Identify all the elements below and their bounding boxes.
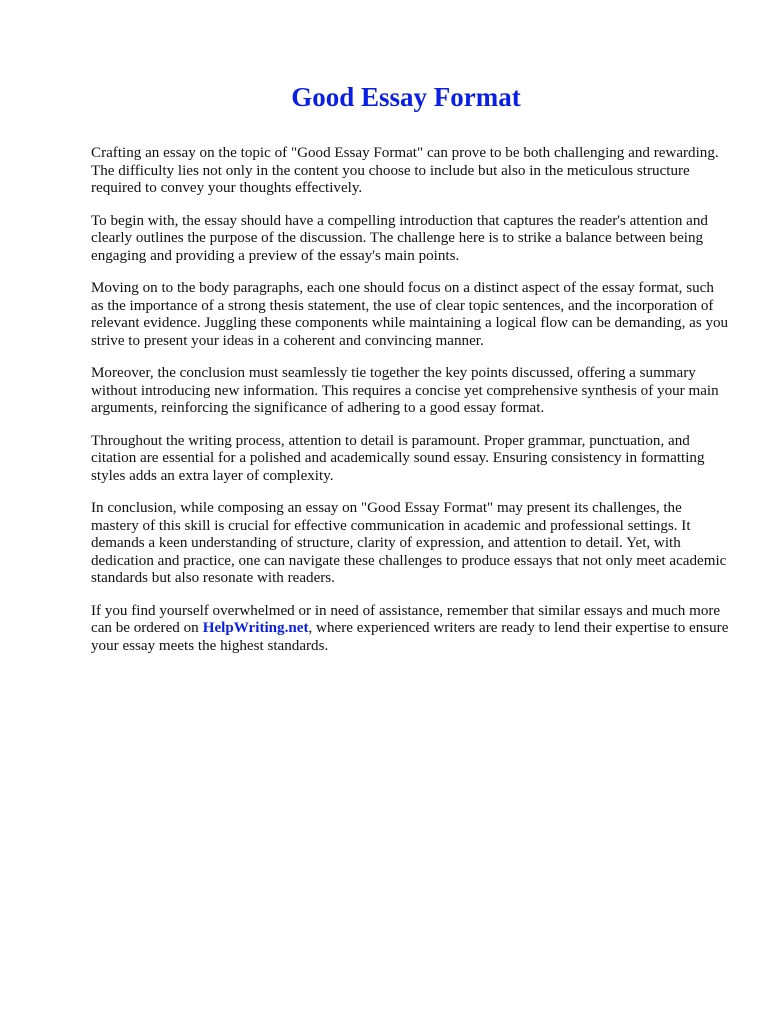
paragraph-2: To begin with, the essay should have a compelling introduction that captures the reader's attention and clearly outlines the purpose of the discussion. The challenge here is to strike a balance between being engaging and providing a preview of the essay's main points. [91, 212, 708, 264]
paragraph-7 [91, 603, 729, 656]
helpwriting-link[interactable]: HelpWriting.net [202, 620, 309, 636]
paragraph-6: In conclusion, while composing an essay on "Good Essay Format" may present its challenges, the mastery of this skill is crucial for effective communication in academic and professional settings. It demands a keen understanding of structure, clarity of expression, and attention to detail. Yet, with dedication and practice, one can navigate these challenges to produce essays that not only meet academic standards but also resonate with readers. [91, 500, 727, 586]
paragraph-1: Crafting an essay on the topic of "Good Essay Format" can prove to be both challenging and rewarding. The difficulty lies not only in the content you choose to include but also in the meticulous structure required to convey your thoughts effectively. [91, 145, 719, 196]
paragraph-3: Moving on to the body paragraphs, each one should focus on a distinct aspect of the essay format, such as the importance of a strong thesis statement, the use of clear topic sentences, and the incorporation of relevant evidence. Juggling these components while maintaining a logical flow can be demanding, as you strive to present your ideas in a coherent and convincing manner. [91, 280, 729, 349]
paragraph-4: Moreover, the conclusion must seamlessly tie together the key points discussed, offering a summary without introducing new information. This requires a concise yet comprehensive synthesis of your main arguments, reinforcing the significance of adhering to a good essay format. [91, 365, 719, 416]
paragraph-7-before-link: If you find yourself overwhelmed or in need of assistance, remember that similar essays and much more can be ordered on [91, 602, 721, 636]
paragraph-7-after-link: , where experienced writers are ready to lend their expertise to ensure your essay meets the highest standards. [91, 620, 729, 654]
essay-body [91, 145, 729, 670]
page-title: Good Essay Format [291, 82, 521, 112]
paragraph-5: Throughout the writing process, attention to detail is paramount. Proper grammar, punctuation, and citation are essential for a polished and academically sound essay. Ensuring consistency in formatting styles adds an extra layer of complexity. [91, 432, 705, 484]
